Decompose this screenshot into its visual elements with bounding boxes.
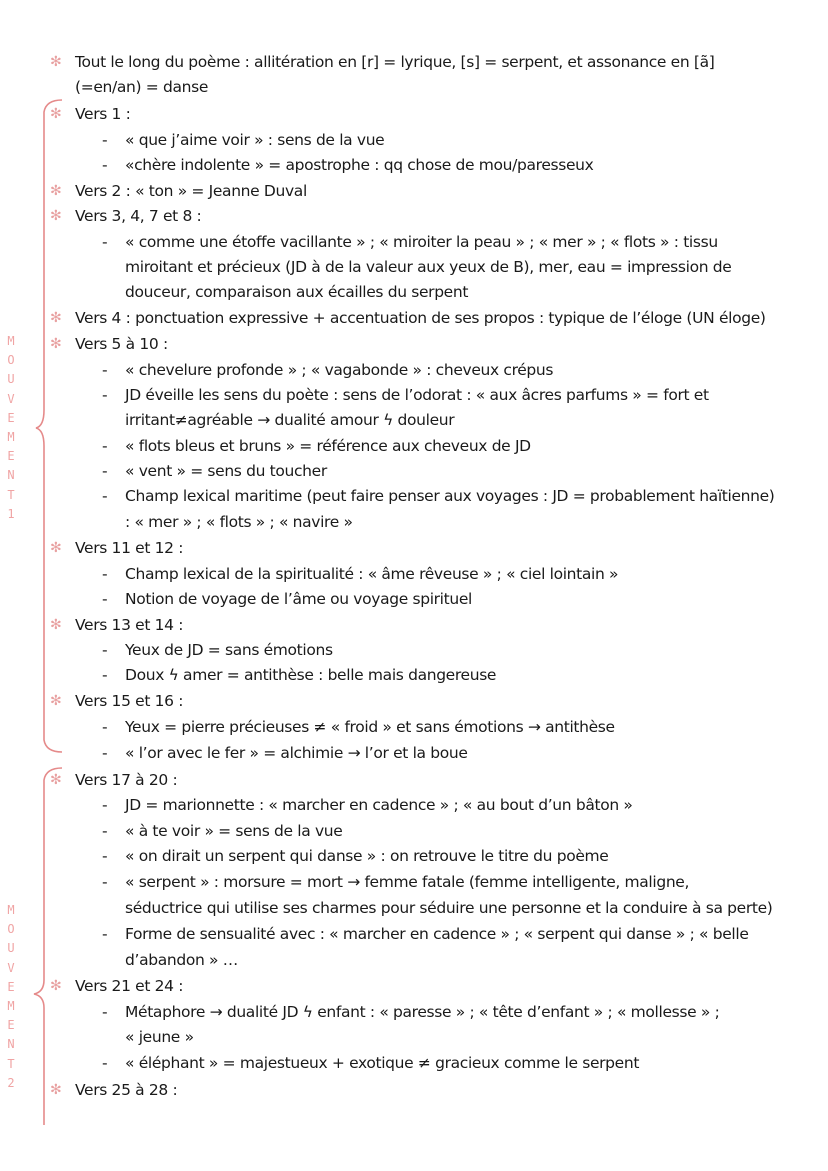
- dash-marker: -: [102, 437, 108, 455]
- note-line: Métaphore → dualité JD ϟ enfant : « paresse » ; « tête d’enfant » ; « mollesse » ;: [125, 1003, 720, 1021]
- dash-marker: -: [102, 873, 108, 891]
- bullet-star-icon: ✻: [50, 208, 62, 224]
- dash-marker: -: [102, 925, 108, 943]
- margin-letter: T: [7, 487, 15, 502]
- margin-letter: N: [7, 468, 15, 483]
- margin-letter: O: [7, 353, 15, 368]
- dash-marker: -: [102, 822, 108, 840]
- margin-letter: U: [7, 372, 15, 387]
- dash-marker: -: [102, 1003, 108, 1021]
- note-line: douceur, comparaison aux écailles du serpent: [125, 283, 469, 301]
- margin-letter: 1: [7, 506, 15, 521]
- margin-letter: N: [7, 1037, 15, 1052]
- section-heading: Vers 25 à 28 :: [75, 1081, 178, 1099]
- dash-marker: -: [102, 666, 108, 684]
- note-line: Notion de voyage de l’âme ou voyage spirituel: [125, 590, 472, 608]
- dash-marker: -: [102, 462, 108, 480]
- note-line: « que j’aime voir » : sens de la vue: [125, 131, 385, 149]
- note-line: « à te voir » = sens de la vue: [125, 822, 343, 840]
- note-line: irritant≠agréable → dualité amour ϟ douleur: [125, 411, 455, 429]
- section-heading: Vers 5 à 10 :: [75, 335, 168, 353]
- margin-letter: M: [7, 430, 15, 444]
- section-heading: Tout le long du poème : allitération en [r] = lyrique, [s] = serpent, et assonance en [ã]: [75, 53, 715, 71]
- margin-letter: E: [7, 449, 15, 464]
- margin-letter: E: [7, 410, 15, 425]
- note-line: Champ lexical de la spiritualité : « âme rêveuse » ; « ciel lointain »: [125, 565, 619, 583]
- bullet-star-icon: ✻: [50, 1082, 62, 1098]
- margin-letter: E: [7, 979, 15, 994]
- bullet-star-icon: ✻: [50, 772, 62, 788]
- margin-letter: O: [7, 922, 15, 937]
- section-heading: Vers 17 à 20 :: [75, 771, 178, 789]
- bullet-star-icon: ✻: [50, 540, 62, 556]
- note-line: « serpent » : morsure = mort → femme fatale (femme intelligente, maligne,: [125, 873, 690, 891]
- bracket-mouvement-2: [34, 768, 62, 1125]
- note-line: Yeux = pierre précieuses ≠ « froid » et sans émotions → antithèse: [125, 718, 615, 736]
- note-line: Yeux de JD = sans émotions: [125, 641, 333, 659]
- section-heading: Vers 21 et 24 :: [75, 977, 184, 995]
- dash-marker: -: [102, 156, 108, 174]
- bullet-star-icon: ✻: [50, 617, 62, 633]
- bullet-star-icon: ✻: [50, 693, 62, 709]
- bullet-star-icon: ✻: [50, 978, 62, 994]
- bullet-star-icon: ✻: [50, 54, 62, 70]
- note-line: « éléphant » = majestueux + exotique ≠ gracieux comme le serpent: [125, 1054, 640, 1072]
- note-line: Champ lexical maritime (peut faire penser aux voyages : JD = probablement haïtienne): [125, 487, 775, 505]
- note-line: d’abandon » …: [125, 951, 238, 969]
- dash-marker: -: [102, 1054, 108, 1072]
- margin-letter: T: [7, 1056, 15, 1071]
- dash-marker: -: [102, 131, 108, 149]
- note-line: « jeune »: [125, 1028, 194, 1046]
- dash-marker: -: [102, 233, 108, 251]
- margin-letter: U: [7, 941, 15, 956]
- margin-letter: M: [7, 903, 15, 917]
- note-line: miroitant et précieux (JD à de la valeur aux yeux de B), mer, eau = impression de: [125, 258, 732, 276]
- dash-marker: -: [102, 641, 108, 659]
- margin-letter: E: [7, 1018, 15, 1033]
- section-heading: Vers 13 et 14 :: [75, 616, 184, 634]
- dash-marker: -: [102, 590, 108, 608]
- section-heading: Vers 4 : ponctuation expressive + accentuation de ses propos : typique de l’éloge (UN éloge): [75, 309, 766, 327]
- note-line: «chère indolente » = apostrophe : qq chose de mou/paresseux: [125, 156, 594, 174]
- section-heading: Vers 1 :: [75, 105, 131, 123]
- note-line: séductrice qui utilise ses charmes pour séduire une personne et la conduire à sa perte): [125, 899, 773, 917]
- margin-letter: V: [7, 960, 15, 975]
- dash-marker: -: [102, 565, 108, 583]
- note-line: « l’or avec le fer » = alchimie → l’or et la boue: [125, 744, 468, 762]
- dash-marker: -: [102, 744, 108, 762]
- dash-marker: -: [102, 386, 108, 404]
- dash-marker: -: [102, 718, 108, 736]
- section-heading: Vers 15 et 16 :: [75, 692, 184, 710]
- note-line: : « mer » ; « flots » ; « navire »: [125, 513, 353, 531]
- dash-marker: -: [102, 361, 108, 379]
- margin-letter: M: [7, 334, 15, 348]
- note-line: Forme de sensualité avec : « marcher en cadence » ; « serpent qui danse » ; « belle: [125, 925, 749, 943]
- margin-letter: 2: [7, 1075, 15, 1090]
- note-line: « flots bleus et bruns » = référence aux cheveux de JD: [125, 437, 531, 455]
- dash-marker: -: [102, 847, 108, 865]
- note-line: « comme une étoffe vacillante » ; « miroiter la peau » ; « mer » ; « flots » : tissu: [125, 233, 718, 251]
- dash-marker: -: [102, 487, 108, 505]
- margin-letter: V: [7, 391, 15, 406]
- note-line: « vent » = sens du toucher: [125, 462, 327, 480]
- bullet-star-icon: ✻: [50, 183, 62, 199]
- bullet-star-icon: ✻: [50, 106, 62, 122]
- bullet-star-icon: ✻: [50, 310, 62, 326]
- section-heading: Vers 11 et 12 :: [75, 539, 184, 557]
- note-line: « chevelure profonde » ; « vagabonde » : cheveux crépus: [125, 361, 554, 379]
- note-line: JD éveille les sens du poète : sens de l’odorat : « aux âcres parfums » = fort et: [125, 386, 709, 404]
- bullet-star-icon: ✻: [50, 336, 62, 352]
- note-line: Doux ϟ amer = antithèse : belle mais dangereuse: [125, 666, 497, 684]
- section-heading: Vers 2 : « ton » = Jeanne Duval: [75, 182, 307, 200]
- note-line: JD = marionnette : « marcher en cadence » ; « au bout d’un bâton »: [125, 796, 633, 814]
- dash-marker: -: [102, 796, 108, 814]
- margin-letter: M: [7, 999, 15, 1013]
- note-line: « on dirait un serpent qui danse » : on retrouve le titre du poème: [125, 847, 609, 865]
- note-line: (=en/an) = danse: [75, 78, 208, 96]
- section-heading: Vers 3, 4, 7 et 8 :: [75, 207, 202, 225]
